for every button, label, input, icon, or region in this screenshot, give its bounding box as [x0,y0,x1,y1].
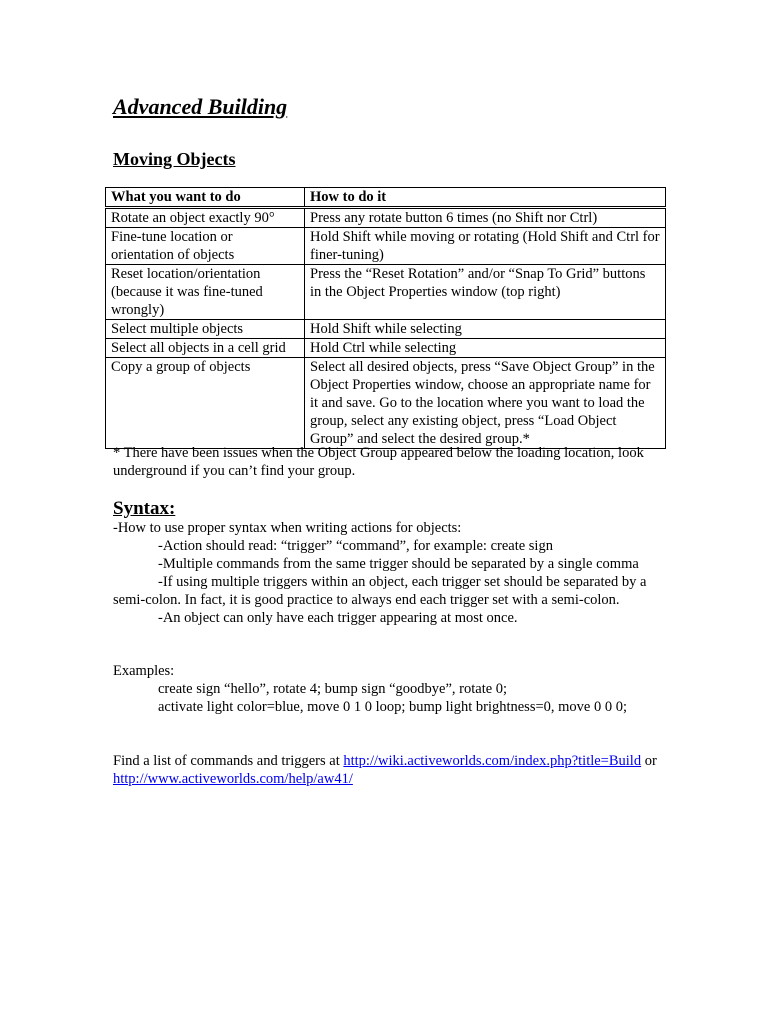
syntax-heading: Syntax: [113,498,176,519]
syntax-rule: -Action should read: “trigger” “command”, for example: create sign [158,538,553,554]
syntax-intro: -How to use proper syntax when writing actions for objects: [113,520,462,536]
example-line: create sign “hello”, rotate 4; bump sign “goodbye”, rotate 0; [158,681,508,697]
syntax-rule: -If using multiple triggers within an object, each trigger set should be separated by a semi-colon. In fact, it is good practice to always end each trigger set with a semi-colon. [113,574,647,608]
table-header-cell: How to do it [305,188,666,208]
examples-label: Examples: [113,663,175,679]
table-cell: Select multiple objects [106,320,305,339]
table-cell: Rotate an object exactly 90° [106,208,305,228]
table-cell: Copy a group of objects [106,358,305,449]
table-row [106,339,666,358]
table-row [106,208,666,228]
moving-objects-table [105,187,666,449]
find-prefix: Find a list of commands and triggers at [113,753,344,769]
table-header-row [106,188,666,208]
table-cell: Hold Ctrl while selecting [305,339,666,358]
syntax-section [113,519,665,627]
wiki-build-link[interactable]: http://wiki.activeworlds.com/index.php?title=Build [343,753,642,769]
find-middle: or [641,753,657,769]
table-cell: Press the “Reset Rotation” and/or “Snap To Grid” buttons in the Object Properties window (top right) [305,265,666,320]
example-line: activate light color=blue, move 0 1 0 loop; bump light brightness=0, move 0 0 0; [158,699,628,715]
table-cell: Fine-tune location or orientation of objects [106,228,305,265]
examples-section [113,662,665,716]
table-row [106,358,666,449]
aw41-help-link[interactable]: http://www.activeworlds.com/help/aw41/ [113,771,353,787]
table-header-cell: What you want to do [106,188,305,208]
table-cell: Press any rotate button 6 times (no Shift nor Ctrl) [305,208,666,228]
moving-objects-heading: Moving Objects [113,149,236,169]
page-title: Advanced Building [113,94,288,119]
syntax-rule: -Multiple commands from the same trigger should be separated by a single comma [158,556,639,572]
find-commands-paragraph [113,752,665,788]
table-row [106,228,666,265]
table-cell: Select all objects in a cell grid [106,339,305,358]
table-cell: Select all desired objects, press “Save Object Group” in the Object Properties window, choose an appropriate name for it and save. Go to the location where you want to load the group, select any existing object, press “Load Object Group” and select the desired group.* [305,358,666,449]
table-cell: Reset location/orientation (because it was fine-tuned wrongly) [106,265,305,320]
syntax-rule: -An object can only have each trigger appearing at most once. [158,610,518,626]
table-cell: Hold Shift while moving or rotating (Hold Shift and Ctrl for finer-tuning) [305,228,666,265]
table-row [106,320,666,339]
footnote: * There have been issues when the Object Group appeared below the loading location, look underground if you can’t find your group. [113,445,644,479]
table-cell: Hold Shift while selecting [305,320,666,339]
table-row [106,265,666,320]
